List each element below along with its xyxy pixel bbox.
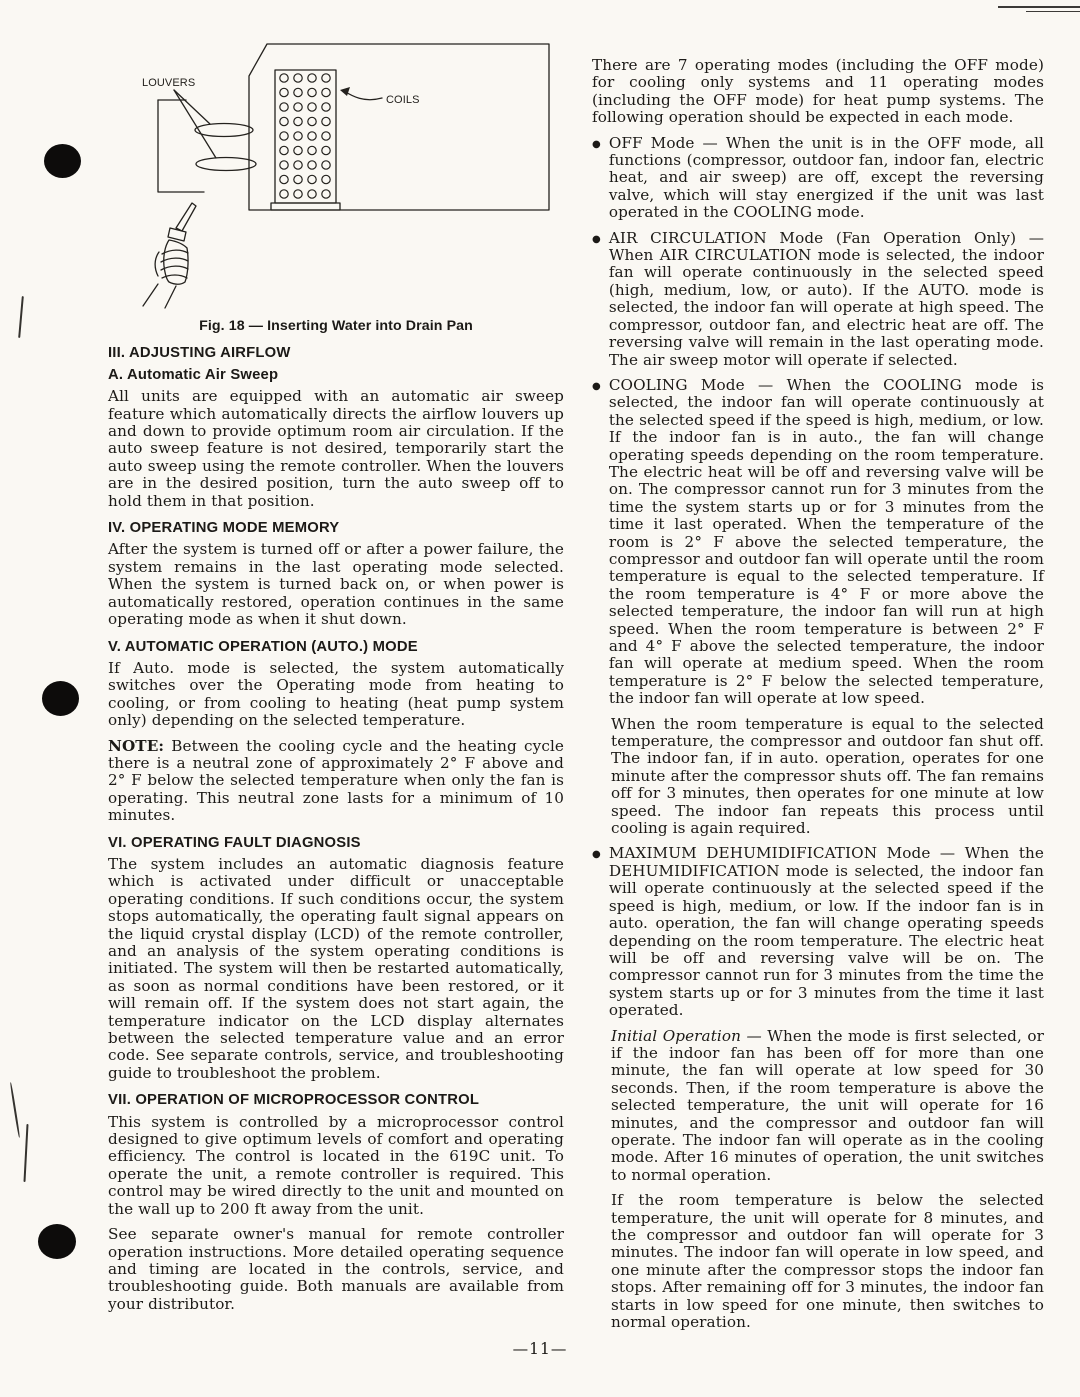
left-column: [108, 40, 564, 1321]
louvers-label: LOUVERS: [142, 77, 196, 89]
bullet-icon: ●: [592, 849, 601, 861]
paragraph-operating-modes-intro: There are 7 operating modes (including the OFF mode) for cooling only systems and 11 operating modes (including the OFF mode) for heat pump systems. The following operation should be expected in each mode.: [592, 56, 1044, 127]
initial-operation-label: Initial Operation —: [611, 1026, 762, 1045]
coils-label: COILS: [386, 94, 420, 106]
paragraph-fault-diagnosis: The system includes an automatic diagnosis feature which is activated under difficult or unacceptable operating conditions. If such conditions occur, the system stops automatically, the operating fault signal appears on the liquid crystal display (LCD) of the remote controller, and an analysis of the system operating conditions is initiated. The system will then be restarted automatically, as soon as normal conditions have been restored, or it will remain off. If the system does not start again, the temperature indicator on the LCD display alternates between the selected temperature value and an error code. See separate controls, service, and troubleshooting guide to troubleshoot the problem.: [108, 854, 564, 1082]
section-heading-operating-mode-memory: IV. OPERATING MODE MEMORY: [108, 520, 340, 537]
coils-arrowhead: [340, 87, 350, 96]
page-number: —11—: [512, 1340, 568, 1358]
operating-modes-list-continued: [592, 845, 1044, 1019]
right-column: [592, 57, 1044, 1339]
punch-hole-mark: [42, 681, 79, 716]
paragraph-auto-mode: If Auto. mode is selected, the system automatically switches over the Operating mode from heating to cooling, or from cooling to heating (heat pump system only) depending on the selected temperature.: [108, 658, 564, 730]
section-heading-adjusting-airflow: III. ADJUSTING AIRFLOW: [108, 345, 291, 362]
note-text: Between the cooling cycle and the heating cycle there is a neutral zone of approximately 2° F above and 2° F below the selected temperature when only the fan is operating. This neutral zone lasts for a minimum of 10 minutes.: [108, 736, 564, 825]
list-item-max-dehumidification-mode: ● MAXIMUM DEHUMIDIFICATION Mode — When the DEHUMIDIFICATION mode is selected, the indoor fan will operate continuously at the selected speed if the speed is high, medium, or low. If the indoor fan is in auto. operation, the fan will change operating speeds depending on the room temperature. The electric heat will be off and reversing valve will be on. The compressor cannot run for 3 minutes from the time the system starts up or for 3 minutes from the time it last operated.: [592, 844, 1044, 1020]
list-item-cooling-mode: ● COOLING Mode — When the COOLING mode is selected, the indoor fan will operate continuously at the selected speed if the speed is high, medium, or low. If the indoor fan is in auto., the fan will change operating speeds depending on the room temperature. The electric heat will be off and reversing valve will be on. The compressor cannot run for 3 minutes from the time the system starts up or for 3 minutes from the time it last operated. When the temperature of the room is 2° F above the selected temperature, the compressor and outdoor fan will operate until the room temperature is equal to the selected temperature. If the room temperature is 4° F or more above the selected temperature, the indoor fan will run at high speed. When the room temperature is between 2° F and 4° F above the selected temperature, the indoor fan will operate at medium speed. When the room temperature is 2° F below the selected temperature, the indoor fan will operate at low speed.: [592, 375, 1044, 708]
operating-modes-list: [592, 135, 1044, 708]
paragraph-microprocessor-2: See separate owner's manual for remote controller operation instructions. More detailed operating sequence and timing are located in the controls, service, and troubleshooting guide. Both manuals are available from your distributor.: [108, 1225, 564, 1313]
subsection-heading-auto-air-sweep: A. Automatic Air Sweep: [108, 366, 279, 383]
list-item-air-circulation-mode: ● AIR CIRCULATION Mode (Fan Operation Only) — When AIR CIRCULATION mode is selected, the indoor fan will operate continuously in the selected speed (high, medium, low, or auto). If the AUTO. mode is selected, the indoor fan will operate at high speed. The compressor, outdoor fan, and electric heat are off. The reversing valve will remain in the last operating mode. The air sweep motor will operate if selected.: [592, 228, 1044, 369]
margin-scratch-mark: [10, 1082, 21, 1138]
initial-operation-text: When the mode is first selected, or if the indoor fan has been off for more than one minute, the fan will operate at low speed for 30 seconds. Then, if the room temperature is above the selected temperature, the unit will operate for 16 minutes, and the compressor and outdoor fan will operate. The indoor fan will operate as in the cooling mode. After 16 minutes of operation, the unit switches to normal operation.: [611, 1026, 1044, 1184]
section-heading-auto-mode: V. AUTOMATIC OPERATION (AUTO.) MODE: [108, 638, 418, 655]
note-label: NOTE:: [108, 736, 165, 755]
paragraph-auto-mode-note: [108, 738, 564, 825]
punch-hole-mark: [38, 1224, 76, 1259]
section-heading-microprocessor-control: VII. OPERATION OF MICROPROCESSOR CONTROL: [108, 1092, 480, 1109]
bullet-icon: ●: [592, 138, 601, 150]
bullet-icon: ●: [592, 380, 601, 392]
margin-scratch-mark: [23, 1124, 28, 1182]
drain-pan-illustration: [112, 40, 562, 312]
section-heading-fault-diagnosis: VI. OPERATING FAULT DIAGNOSIS: [108, 834, 361, 851]
list-item-off-mode: ● OFF Mode — When the unit is in the OFF mode, all functions (compressor, outdoor fan, indoor fan, electric heat, and air sweep) are off, except the reversing valve, which will stay energized if the unit was last operated in the COOLING mode.: [592, 133, 1044, 222]
paragraph-operating-mode-memory: After the system is turned off or after a power failure, the system remains in the last operating mode selected. When the system is turned back on, or when power is automatically restored, operation continues in the same operating mode as when it shut down.: [108, 540, 564, 629]
scan-line-artifact: [1026, 11, 1080, 12]
paragraph-below-selected-temperature: If the room temperature is below the selected temperature, the unit will operate for 8 minutes, and the compressor and outdoor fan will operate for 3 minutes. The indoor fan will operate in low speed, and one minute after the compressor stops the indoor fan stops. After remaining off for 3 minutes, the indoor fan starts in low speed for one minute, then switches to normal operation.: [611, 1191, 1044, 1332]
figure-18: [108, 40, 564, 335]
figure-caption: Fig. 18 — Inserting Water into Drain Pan: [199, 318, 473, 334]
paragraph-initial-operation: [611, 1028, 1044, 1185]
punch-hole-mark: [44, 144, 81, 178]
scan-line-artifact: [998, 6, 1080, 8]
paragraph-auto-air-sweep: All units are equipped with an automatic air sweep feature which automatically directs the airflow louvers up and down to provide optimum room air circulation. If the auto sweep feature is not desired, temporarily start the auto sweep using the remote controller. When the louvers are in the desired position, turn the auto sweep off to hold them in that position.: [108, 387, 564, 510]
margin-scratch-mark: [18, 296, 24, 338]
paragraph-cooling-continuation: When the room temperature is equal to the selected temperature, the compressor and outdoor fan shut off. The indoor fan, if in auto. operation, operates for one minute after the compressor shuts off. The fan remains off for 3 minutes, then operates for one minute at low speed. The indoor fan repeats this process until cooling is again required.: [611, 714, 1044, 838]
paragraph-microprocessor-1: This system is controlled by a microprocessor control designed to give optimum levels of comfort and operating efficiency. The control is located in the 619C unit. To operate the unit, a remote controller is required. This control may be wired directly to the unit and mounted on the wall up to 200 ft away from the unit.: [108, 1112, 564, 1218]
bullet-icon: ●: [592, 233, 601, 245]
